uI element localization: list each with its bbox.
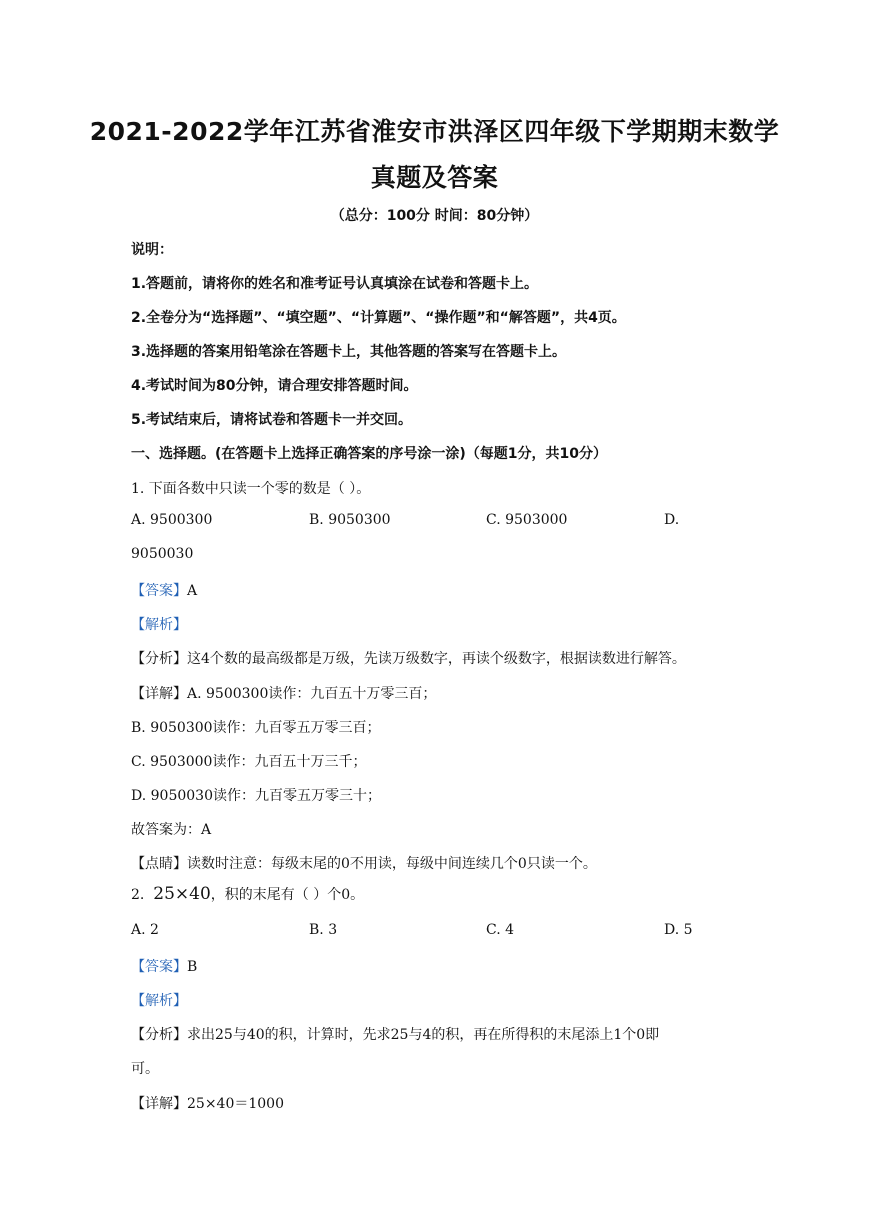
q2-option-c: C. 4 — [486, 922, 515, 938]
q2-analysis-tag: 【解析】 — [131, 993, 187, 1009]
page-title-line1: 2021-2022学年江苏省淮安市洪泽区四年级下学期期末数学 — [89, 117, 780, 146]
q1-detail-line: C. 9503000读作：九百五十万三千； — [131, 754, 367, 770]
q1-option-d: D. — [664, 512, 680, 528]
section-heading: 一、选择题。(在答题卡上选择正确答案的序号涂一涂)（每题1分，共10分） — [131, 446, 608, 462]
q1-option-d-value: 9050030 — [131, 546, 194, 562]
q2-answer — [131, 956, 197, 976]
q1-detail-line: B. 9050300读作：九百零五万零三百； — [131, 720, 381, 736]
q1-option-b: B. 9050300 — [309, 512, 391, 528]
q2-fenxi — [131, 1024, 659, 1044]
question-2-stem — [131, 884, 364, 904]
q2-fenxi-continued: 可。 — [131, 1061, 159, 1077]
q1-option-a: A. 9500300 — [131, 512, 213, 528]
xiangjie-text: 25×40＝1000 — [187, 1096, 284, 1112]
answer-value: A — [187, 583, 198, 599]
xiangjie-tag: 【详解】 — [131, 1096, 187, 1112]
answer-value: B — [187, 959, 198, 975]
q1-option-c: C. 9503000 — [486, 512, 568, 528]
note-item: 2.全卷分为“选择题”、“填空题”、“计算题”、“操作题”和“解答题”，共4页。 — [131, 310, 626, 326]
q1-conclusion: 故答案为：A — [131, 822, 212, 838]
q2-option-d: D. 5 — [664, 922, 693, 938]
q1-fenxi — [131, 648, 686, 668]
note-item: 5.考试结束后，请将试卷和答题卡一并交回。 — [131, 412, 413, 428]
q2-option-b: B. 3 — [309, 922, 338, 938]
fenxi-tag: 【分析】 — [131, 651, 187, 667]
q1-answer — [131, 580, 197, 600]
exam-info: （总分：100分 时间：80分钟） — [330, 208, 539, 224]
q1-dianjing — [131, 853, 597, 873]
xiangjie-text: A. 9500300读作：九百五十万零三百； — [187, 686, 437, 702]
fenxi-text: 求出25与40的积，计算时，先求25与4的积，再在所得积的末尾添上1个0即 — [187, 1027, 660, 1043]
q2-option-a: A. 2 — [131, 922, 159, 938]
note-item: 3.选择题的答案用铅笔涂在答题卡上，其他答题的答案写在答题卡上。 — [131, 344, 567, 360]
q2-stem-text: ，积的末尾有（ ）个0。 — [210, 887, 365, 903]
note-item: 1.答题前，请将你的姓名和准考证号认真填涂在试卷和答题卡上。 — [131, 276, 539, 292]
question-1-stem: 1. 下面各数中只读一个零的数是（ ）。 — [131, 481, 371, 497]
q1-detail-line: D. 9050030读作：九百零五万零三十； — [131, 788, 381, 804]
q2-expression: 25×40 — [153, 884, 211, 904]
page-title-line2: 真题及答案 — [370, 163, 499, 192]
fenxi-tag: 【分析】 — [131, 1027, 187, 1043]
fenxi-text: 这4个数的最高级都是万级，先读万级数字，再读个级数字，根据读数进行解答。 — [187, 651, 686, 667]
q2-number: 2. — [131, 887, 145, 903]
note-item: 4.考试时间为80分钟，请合理安排答题时间。 — [131, 378, 418, 394]
xiangjie-tag: 【详解】 — [131, 686, 187, 702]
answer-tag: 【答案】 — [131, 959, 187, 975]
q1-xiangjie — [131, 683, 436, 703]
q2-xiangjie — [131, 1093, 284, 1113]
dianjing-text: 读数时注意：每级末尾的0不用读，每级中间连续几个0只读一个。 — [187, 856, 597, 872]
answer-tag: 【答案】 — [131, 583, 187, 599]
dianjing-tag: 【点睛】 — [131, 856, 187, 872]
notes-heading: 说明： — [131, 242, 173, 258]
q1-analysis-tag: 【解析】 — [131, 617, 187, 633]
